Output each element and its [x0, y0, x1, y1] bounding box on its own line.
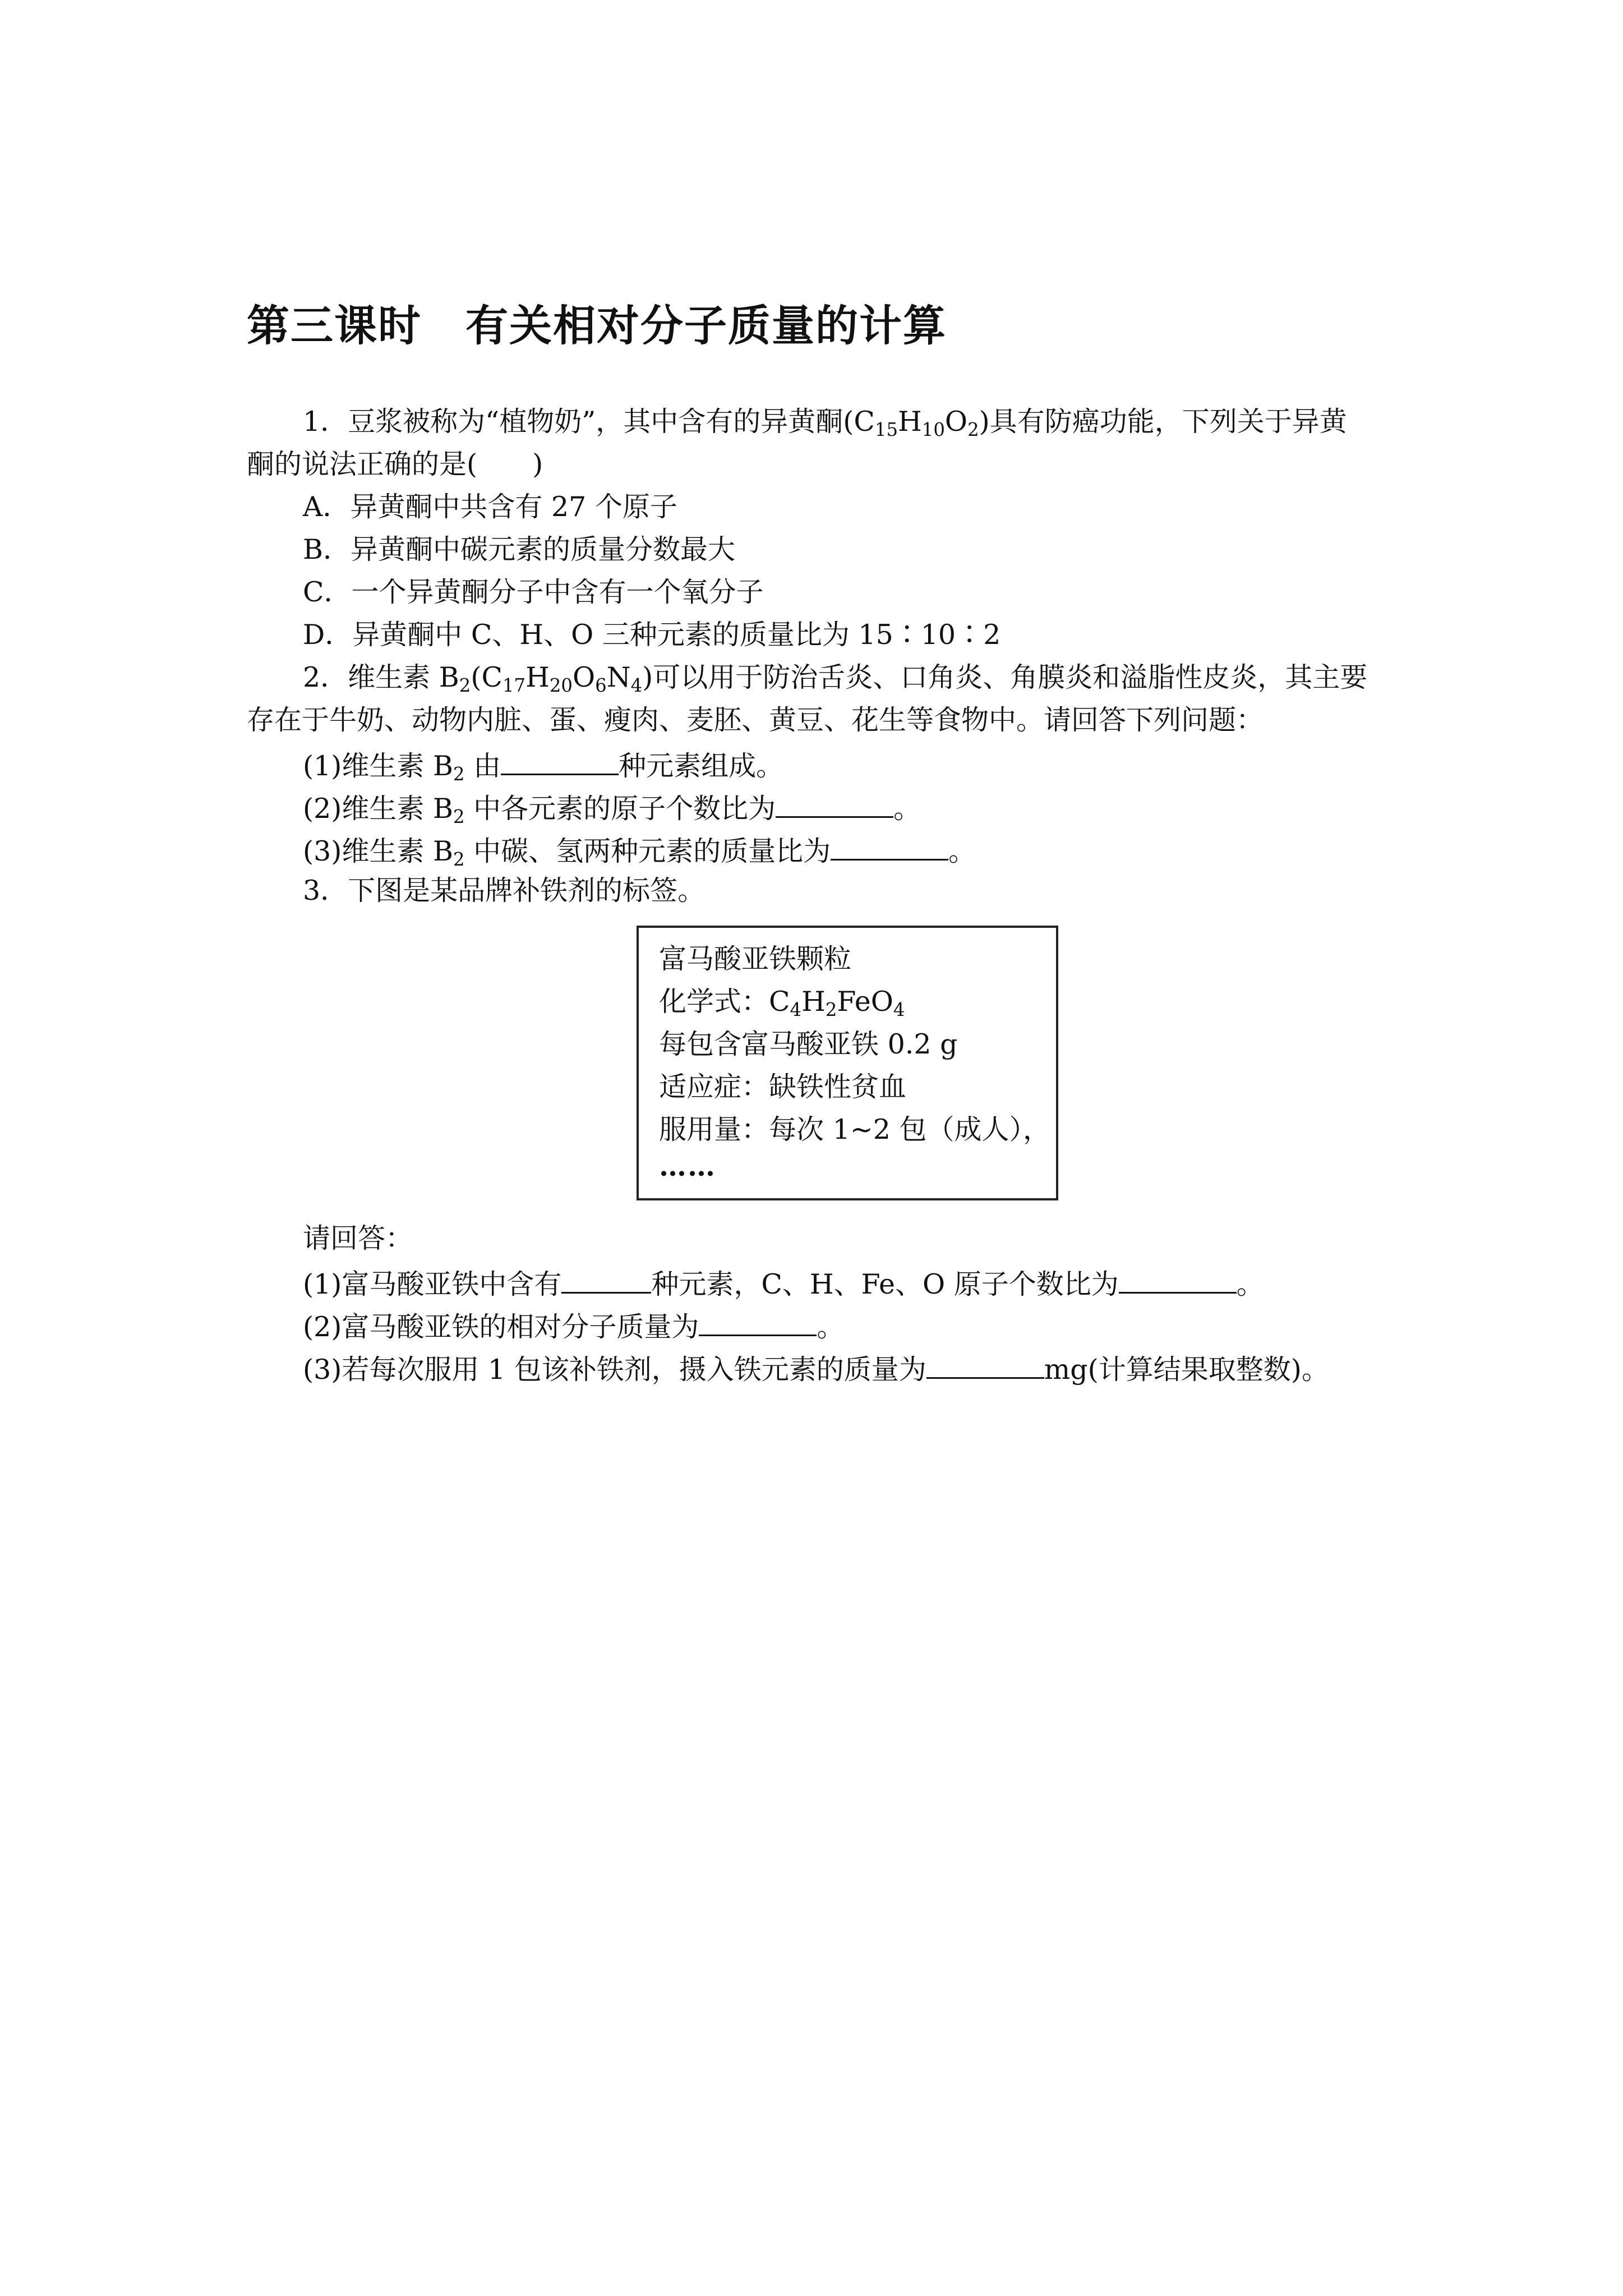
q2-stem-text-b: )可以用于防治舌炎、口角炎、角膜炎和溢脂性皮炎，其主要	[642, 661, 1368, 693]
q3-prompt: 请回答：	[303, 1222, 413, 1254]
q2-part1	[303, 749, 784, 785]
page-title: 第三课时 有关相对分子质量的计算	[247, 301, 947, 351]
q2-part3-text: (3)维生素 B	[303, 835, 453, 868]
q3-part1-text: (1)富马酸亚铁中含有	[303, 1268, 562, 1301]
q3-part3-text-b: mg(计算结果取整数)。	[1044, 1354, 1329, 1386]
q1-stem-text-b: )具有防癌功能，下列关于异黄	[979, 406, 1347, 438]
q1-h: H	[898, 406, 922, 438]
label-ellipsis: ……	[659, 1150, 716, 1182]
answer-blank[interactable]	[501, 749, 619, 775]
q2-part3-text-b: 中碳、氢两种元素的质量比为	[464, 835, 831, 868]
q2-stem-line1	[303, 661, 1368, 697]
q2-part1-text-c: 种元素组成。	[619, 750, 784, 783]
q3-part1-text-b: 种元素，C、H、Fe、O 原子个数比为	[651, 1268, 1119, 1301]
q2-part2-text: (2)维生素 B	[303, 793, 453, 825]
q2-formula-n: N	[606, 661, 631, 693]
q2-stem-line2: 存在于牛奶、动物内脏、蛋、瘦肉、麦胚、黄豆、花生等食物中。请回答下列问题：	[247, 704, 1264, 736]
q1-sub-h: 10	[921, 419, 945, 441]
q1-stem-line2: 酮的说法正确的是( )	[247, 448, 543, 480]
q2-formula-o: O	[572, 661, 596, 693]
q3-part3	[303, 1352, 1329, 1386]
q2-formula-c: (C	[471, 661, 502, 693]
q2-formula-h: H	[525, 661, 550, 693]
answer-blank[interactable]	[561, 1267, 651, 1294]
label-formula-feo: FeO	[837, 986, 893, 1018]
label-sub-c: 4	[790, 999, 802, 1021]
q2-part1-text: (1)维生素 B	[303, 750, 453, 783]
q2-sub-c: 17	[502, 675, 526, 697]
answer-blank[interactable]	[926, 1352, 1044, 1379]
q2-b-sub: 2	[459, 675, 471, 697]
q1-stem-text: 1．豆浆被称为“植物奶”，其中含有的异黄酮(C	[303, 406, 875, 438]
q3-part3-text: (3)若每次服用 1 包该补铁剂，摄入铁元素的质量为	[303, 1354, 926, 1386]
q2-part3-text-c: 。	[948, 835, 976, 868]
q2-part3	[303, 834, 976, 871]
label-content: 每包含富马酸亚铁 0.2 g	[659, 1028, 958, 1060]
q2-part1-text-b: 由	[464, 750, 501, 783]
q3-part2-text-b: 。	[817, 1311, 845, 1343]
q1-option-d: D．异黄酮中 C、H、O 三种元素的质量比为 15∶10∶2	[303, 619, 1001, 651]
q1-option-c: C．一个异黄酮分子中含有一个氧分子	[303, 576, 764, 608]
q2-part2	[303, 792, 921, 828]
answer-blank[interactable]	[776, 792, 893, 818]
label-formula	[659, 986, 905, 1021]
label-dosage: 服用量：每次 1~2 包（成人），	[659, 1114, 1051, 1145]
answer-blank[interactable]	[831, 834, 948, 861]
q3-part2-text: (2)富马酸亚铁的相对分子质量为	[303, 1311, 699, 1343]
label-indication: 适应症：缺铁性贫血	[659, 1071, 907, 1103]
q2-part3-sub: 2	[453, 849, 465, 871]
q1-option-b: B．异黄酮中碳元素的质量分数最大	[303, 533, 736, 565]
q1-sub-c: 15	[874, 419, 898, 441]
label-sub-h: 2	[825, 999, 837, 1021]
q2-sub-h: 20	[549, 675, 573, 697]
q2-part1-sub: 2	[453, 763, 465, 785]
q2-sub-o: 6	[595, 675, 607, 697]
q1-sub-o: 2	[967, 419, 979, 441]
q3-part1	[303, 1267, 1264, 1301]
label-formula-h: H	[801, 986, 826, 1018]
q3-part2	[303, 1310, 844, 1341]
answer-blank[interactable]	[699, 1310, 817, 1336]
q3-part1-text-c: 。	[1236, 1268, 1264, 1301]
q1-stem-line1	[303, 406, 1347, 441]
q2-sub-n: 4	[630, 675, 643, 697]
q3-stem: 3．下图是某品牌补铁剂的标签。	[303, 875, 706, 907]
label-sub-o: 4	[893, 999, 905, 1021]
label-formula-prefix: 化学式：C	[659, 986, 790, 1018]
q2-part2-text-b: 中各元素的原子个数比为	[464, 793, 776, 825]
q1-o: O	[944, 406, 968, 438]
label-product-name: 富马酸亚铁颗粒	[659, 943, 852, 975]
q2-part2-text-c: 。	[893, 793, 921, 825]
answer-blank[interactable]	[1119, 1267, 1237, 1294]
q2-stem-text: 2．维生素 B	[303, 661, 459, 693]
q2-part2-sub: 2	[453, 806, 465, 828]
q1-option-a: A．异黄酮中共含有 27 个原子	[303, 491, 677, 523]
